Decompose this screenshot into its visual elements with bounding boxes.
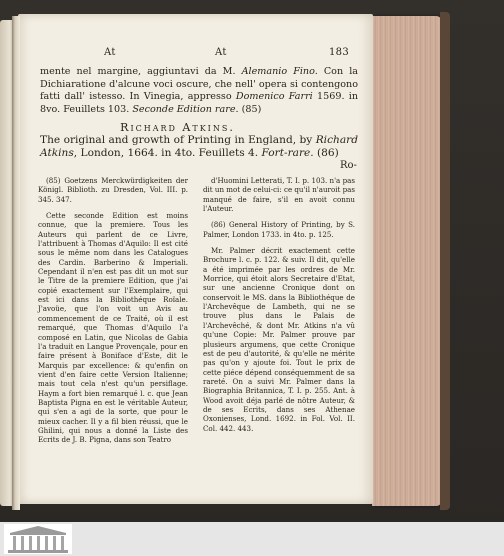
library-building-logo	[4, 524, 72, 554]
running-header-left: At	[104, 47, 116, 58]
rarity-note: Fort-rare.	[261, 147, 314, 159]
paragraph-text: 1569. in 8vo. Feuillets 103.	[40, 91, 359, 115]
footnote-85-continued: d'Huomini Letterati, T. I. p. 103. n'a pas dit un mot de celui-ci: ce qu'il n'auroit pas manqué de faire, s'il en avoit connu l'Auteur.	[203, 176, 356, 214]
footnote-marker: (85)	[238, 103, 262, 115]
footer-bar	[0, 522, 504, 556]
footnote-column-right	[203, 176, 355, 433]
person-name: Alemanio Fino.	[241, 66, 318, 77]
author-heading: Richard Atkins.	[120, 121, 235, 134]
footnote-85-reference: (85) Goetzens Merckwürdigkeiten der Königl. Biblioth. zu Dresden, Vol. III. p. 345. 347.	[38, 176, 188, 204]
catchword: Ro-	[340, 160, 357, 171]
page-number: 183	[329, 47, 349, 58]
running-header-center: At	[215, 47, 227, 58]
footnote-86-commentary: Mr. Palmer décrit exactement cette Brochure l. c. p. 122. & suiv. Il dit, qu'elle a été imprimée par les ordres de Mr. Morrice, qui étoit alors Secretaire d'Etat, sur une ancienne Cronique dont on conservoit le MS. dans la Bibliothéque de l'Archevêque de Lambeth, qui ne se trouve plus dans le Palais de l'Archevêché, & dont Mr. Atkins n'a vû qu'une Copie: Mr. Palmer prouve par plusieurs argumens, que cette Cronique est de peu d'autorité, & qu'elle ne mérite pas qu'on y ajoute foi. Tout le prix de cette piéce dépend conséquemment de sa rareté. On a suivi Mr. Palmer dans la Biographia Britannica, T. I. p. 255. Ant. à Wood avoit déja parlé de nôtre Auteur, & de ses Ecrits, dans ses Athenae Oxonienses, Lond. 1692. in Fol. Vol. II. Col. 442. 443.	[203, 246, 355, 433]
book-gutter	[12, 16, 20, 510]
footnote-85-commentary: Cette seconde Edition est moins connue, que la premiere. Tous les Auteurs qui parlent de ce Livre, l'attribuent à Thomas d'Aquilo: Il est cité sous le même nom dans les Catalogues des Cardin. Barberino & Imperiali. Cependant il n'en est pas dit un mot sur le Titre de la premiere Edition, que j'ai copié exactement sur l'Exemplaire, qui est ici dans la Bibliothéque Roïale. J'avoüe, que l'on voit un Avis au commencement de ce Traité, où il est remarqué, que Thomas d'Aquilo l'a composé en Latin, que Nicolas de Gabia l'a traduit en Langue Provençale, pour en faire présent à Boniface d'Este, dit le Marquis par excellence: & qu'enfin on vient d'en faire cette Version Italienne; mais tout cela n'est qu'un persiflage. Haym a fort bien remarqué l. c. que Jean Baptista Pigna en est le véritable Auteur, qui s'en a agi de la sorte, que pour le mieux cacher. Il y a fil bien réussi, que le Ghilini, qui nous a donné la Liste des Ecrits de J. B. Pigna, dans son Teatro	[38, 211, 188, 445]
printer-name: Domenico Farri	[235, 91, 313, 102]
page-stack-edges	[372, 16, 442, 506]
paragraph-text: Con la Dichiaratione d'alcune voci oscure, che nell' opera si contengono fatti dall' istesso. In Vinegia, appresso	[40, 66, 359, 102]
entry-text: The original and growth of Printing in England, by	[40, 134, 316, 146]
footnote-marker: (86)	[313, 147, 339, 159]
footnote-86-reference: (86) General History of Printing, by S. Palmer, London 1733. in 4to. p. 125.	[203, 220, 355, 239]
paragraph-text: mente nel margine, aggiuntavi da M.	[40, 66, 242, 77]
continued-entry-paragraph	[40, 66, 358, 116]
edition-note: Seconde Edition rare.	[132, 103, 239, 115]
author-name: Richard Atkins	[40, 134, 358, 159]
entry-text: , London, 1664. in 4to. Feuillets 4.	[73, 147, 262, 159]
bibliographic-entry	[40, 134, 358, 160]
book-cover-edge	[440, 12, 450, 510]
footnote-column-left	[38, 176, 188, 445]
